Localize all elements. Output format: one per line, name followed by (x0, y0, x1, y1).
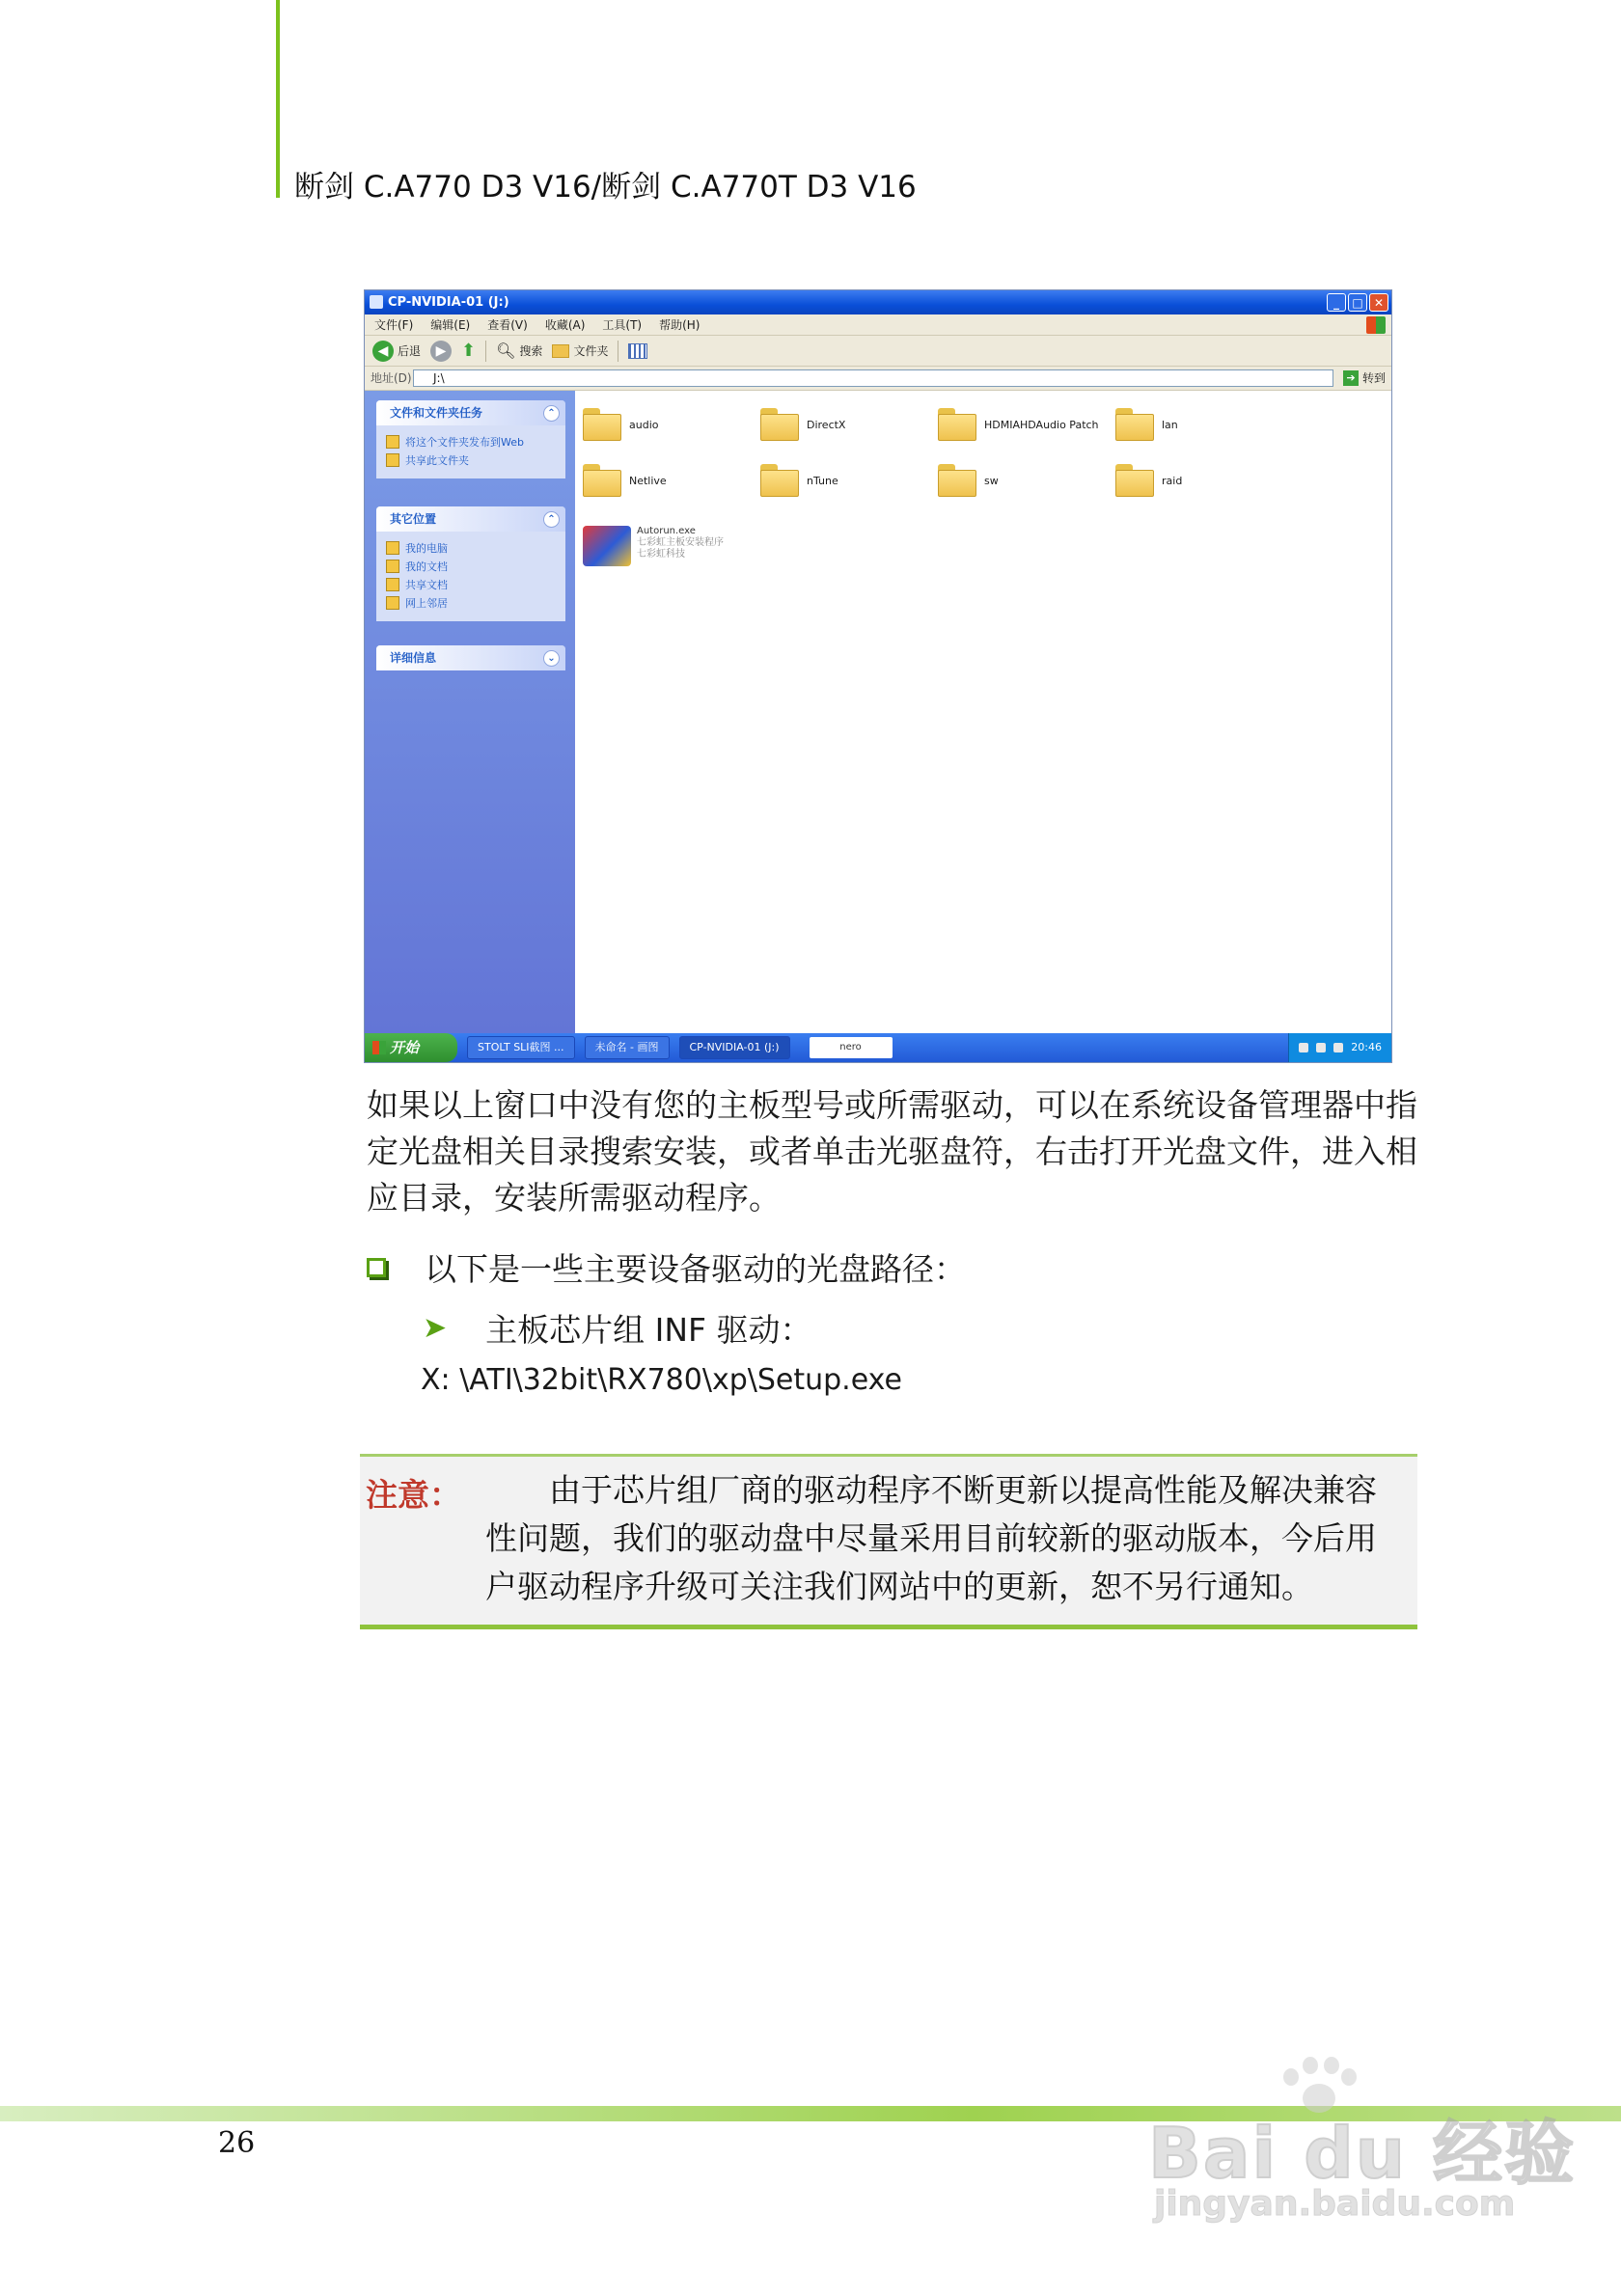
system-tray (1288, 1033, 1391, 1062)
folder-item[interactable] (1115, 408, 1178, 441)
bullet-item (367, 1244, 966, 1290)
folder-icon (552, 344, 569, 358)
computer-icon (386, 541, 399, 555)
publish-web-link[interactable] (386, 434, 556, 450)
views-grid-icon (628, 343, 647, 359)
go-arrow-icon: ➔ (1343, 370, 1359, 386)
folder-item[interactable] (1115, 464, 1182, 497)
folder-name: nTune (807, 474, 838, 487)
folder-item[interactable] (938, 464, 999, 497)
minimize-button[interactable]: _ (1327, 293, 1346, 312)
taskbar-item[interactable]: CP-NVIDIA-01 (J:) (679, 1036, 790, 1059)
folder-icon (583, 464, 621, 497)
address-bar (365, 367, 1391, 391)
panel-other-places (376, 506, 565, 621)
shared-documents-link[interactable] (386, 577, 556, 592)
baidu-watermark (1148, 2055, 1577, 2228)
header-accent-bar (276, 0, 280, 198)
address-label: 地址(D) (371, 371, 412, 385)
expand-chevron-icon[interactable]: ⌄ (543, 650, 560, 667)
up-folder-button[interactable] (461, 341, 476, 361)
note-text: 由于芯片组厂商的驱动程序不断更新以提高性能及解决兼容性问题，我们的驱动盘中尽量采用目前较新的驱动版本，今后用户驱动程序升级可关注我们网站中的更新，恕不另行通知。 (485, 1471, 1377, 1605)
instruction-paragraph: 如果以上窗口中没有您的主板型号或所需驱动，可以在系统设备管理器中指定光盘相关目录搜索安装，或者单击光驱盘符，右击打开光盘文件，进入相应目录，安装所需驱动程序。 (367, 1086, 1417, 1216)
arrow-bullet-icon: ➤ (423, 1311, 448, 1345)
forward-button[interactable] (430, 341, 452, 362)
sub-bullet-item (423, 1305, 812, 1351)
link-label: 共享文档 (405, 579, 448, 591)
collapse-chevron-icon[interactable]: ⌃ (543, 405, 560, 422)
collapse-chevron-icon[interactable]: ⌃ (543, 511, 560, 528)
drive-icon (370, 295, 383, 309)
globe-icon (386, 435, 399, 449)
task-pane (365, 391, 575, 1033)
panel-header[interactable] (376, 400, 565, 425)
folder-name: HDMIAHDAudio Patch (984, 418, 1099, 431)
folder-name: sw (984, 474, 999, 487)
back-label: 后退 (398, 344, 422, 358)
folder-item[interactable] (760, 464, 838, 497)
menu-view[interactable]: 查看(V) (487, 318, 528, 332)
toolbar (365, 336, 1391, 367)
my-documents-link[interactable] (386, 559, 556, 574)
folder-item[interactable] (760, 408, 845, 441)
panel-header[interactable] (376, 506, 565, 532)
folder-icon (938, 464, 976, 497)
link-label: 我的文档 (405, 560, 448, 573)
panel-header[interactable] (376, 645, 565, 670)
search-label: 搜索 (519, 344, 543, 358)
colorful-logo-icon (583, 526, 631, 566)
page-number: 26 (218, 2126, 256, 2160)
folder-item[interactable] (938, 408, 1099, 441)
folder-item[interactable] (583, 408, 658, 441)
note-label: 注意： (366, 1476, 461, 1514)
folder-item[interactable] (583, 464, 667, 497)
autorun-file[interactable] (583, 526, 724, 566)
clock: 20:46 (1351, 1041, 1382, 1053)
menu-file[interactable]: 文件(F) (374, 318, 414, 332)
menu-favorites[interactable]: 收藏(A) (544, 318, 586, 332)
share-folder-link[interactable] (386, 452, 556, 468)
panel-file-tasks (376, 400, 565, 478)
search-icon: 🔍︎ (496, 342, 516, 360)
folders-button[interactable] (552, 342, 608, 359)
folder-icon (760, 464, 799, 497)
folder-icon (938, 408, 976, 441)
folder-name: Netlive (629, 474, 667, 487)
share-icon (386, 453, 399, 467)
note-box (360, 1454, 1417, 1629)
my-computer-link[interactable] (386, 540, 556, 556)
windows-logo-icon (1366, 316, 1386, 334)
link-label: 我的电脑 (405, 542, 448, 555)
folder-icon (583, 408, 621, 441)
folders-label: 文件夹 (573, 344, 609, 358)
panel-title: 详细信息 (390, 651, 437, 665)
folder-icon (1115, 408, 1154, 441)
address-input[interactable]: J:\ (413, 369, 1333, 387)
toolbar-divider (485, 341, 486, 362)
file-name: Autorun.exe (637, 526, 696, 536)
up-arrow-icon: ⬆ (461, 341, 477, 361)
menu-bar (365, 314, 1391, 336)
checkbox-bullet-icon (367, 1258, 386, 1277)
close-button[interactable]: ✕ (1369, 293, 1388, 312)
link-label: 将这个文件夹发布到Web (405, 436, 524, 449)
panel-details (376, 645, 565, 670)
link-label: 共享此文件夹 (405, 454, 469, 467)
file-company: 七彩虹科技 (637, 549, 685, 560)
folder-icon (760, 408, 799, 441)
window-title: CP-NVIDIA-01 (J:) (388, 295, 509, 310)
network-icon (386, 596, 399, 610)
menu-tools[interactable]: 工具(T) (602, 318, 643, 332)
panel-title: 文件和文件夹任务 (390, 406, 483, 420)
taskbar-item[interactable]: STOLT SLI截图 ... (467, 1036, 575, 1059)
bullet-text: 以下是一些主要设备驱动的光盘路径： (425, 1250, 966, 1288)
window-titlebar[interactable] (365, 290, 1391, 314)
go-button[interactable] (1343, 369, 1386, 387)
link-label: 网上邻居 (405, 597, 448, 610)
maximize-button[interactable]: □ (1348, 293, 1367, 312)
tray-icon[interactable] (1299, 1043, 1308, 1052)
go-label: 转到 (1361, 371, 1386, 385)
file-list (575, 391, 1391, 1033)
folder-icon (386, 578, 399, 591)
folder-name: DirectX (807, 418, 846, 431)
tray-icon[interactable] (1316, 1043, 1326, 1052)
search-button[interactable] (496, 342, 542, 360)
folder-name: raid (1162, 474, 1183, 487)
back-button[interactable] (372, 341, 421, 362)
views-button[interactable] (628, 343, 647, 359)
taskbar (365, 1033, 1391, 1062)
documents-icon (386, 560, 399, 573)
watermark-url: jingyan.baidu.com (1154, 2184, 1516, 2224)
folder-name: audio (629, 418, 659, 431)
back-arrow-icon: ◀ (372, 341, 394, 362)
taskbar-item[interactable]: 未命名 - 画图 (585, 1036, 670, 1059)
watermark-brand: Bai du 经验 (1148, 2113, 1577, 2194)
sub-bullet-text: 主板芯片组 INF 驱动： (485, 1311, 812, 1349)
menu-help[interactable]: 帮助(H) (659, 318, 701, 332)
folder-name: lan (1162, 418, 1178, 431)
folder-icon (1115, 464, 1154, 497)
driver-path: X: \ATI\32bit\RX780\xp\Setup.exe (421, 1363, 902, 1397)
panel-title: 其它位置 (390, 512, 437, 526)
start-button[interactable]: 开始 (365, 1033, 457, 1062)
explorer-screenshot (364, 289, 1392, 1063)
forward-arrow-icon: ▶ (430, 341, 452, 362)
nero-toolbar[interactable]: nero (810, 1037, 893, 1058)
menu-edit[interactable]: 编辑(E) (430, 318, 471, 332)
network-places-link[interactable] (386, 595, 556, 611)
page-header-title: 断剑 C.A770 D3 V16/断剑 C.A770T D3 V16 (294, 170, 917, 205)
file-description: 七彩虹主板安装程序 (637, 537, 724, 548)
tray-icon[interactable] (1333, 1043, 1343, 1052)
